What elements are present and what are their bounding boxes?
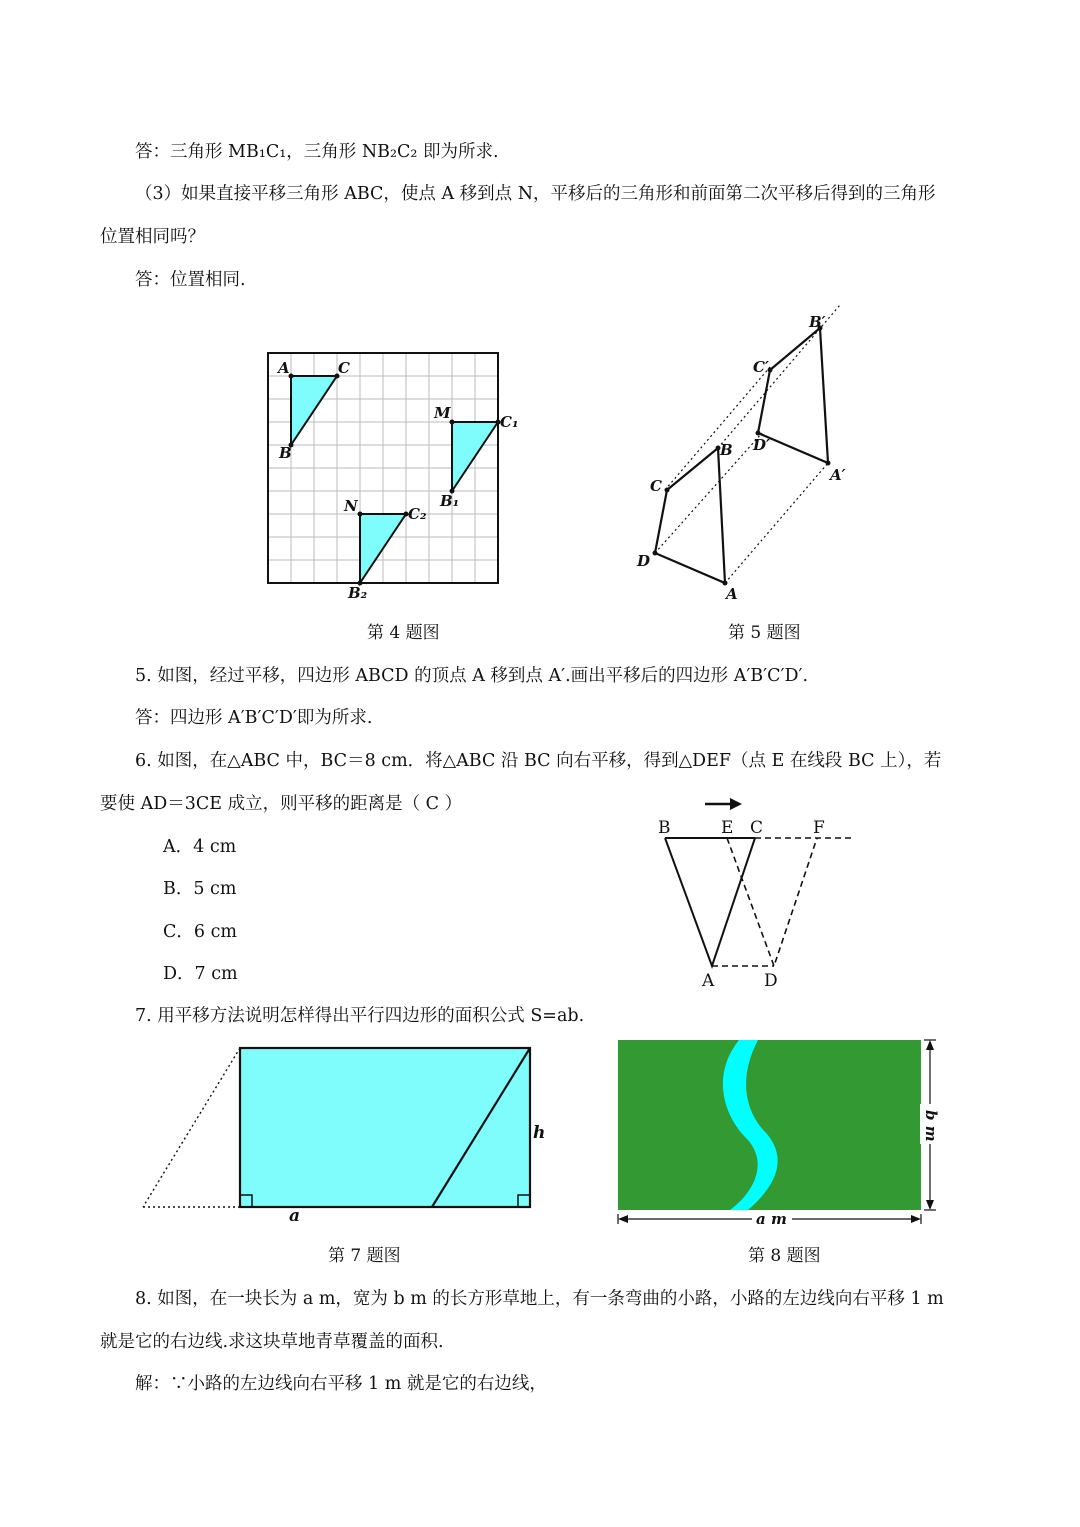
label-a-m: a m	[756, 1210, 787, 1228]
label-a: A	[278, 359, 290, 377]
label-c2: C₂	[408, 505, 427, 523]
question-6-line-1: 6. 如图，在△ABC 中，BC＝8 cm．将△ABC 沿 BC 向右平移，得到△DEF（点 E 在线段 BC 上），若	[135, 751, 942, 771]
caption-figure-7: 第 7 题图	[328, 1246, 401, 1266]
answer-5-line: 答：四边形 A′B′C′D′即为所求.	[135, 708, 373, 728]
question-6-line-2: 要使 AD＝3CE 成立，则平移的距离是（ C ）	[100, 794, 463, 814]
arrow-right-icon	[705, 798, 742, 810]
figure-4-grid-diagram	[250, 340, 520, 610]
label-b: B	[279, 444, 292, 462]
label-b-prime: B′	[809, 313, 826, 331]
solution-8-line: 解：∵小路的左边线向右平移 1 m 就是它的右边线，	[135, 1374, 547, 1394]
translation-guides	[655, 305, 840, 583]
answer-line-triangles: 答：三角形 MB₁C₁，三角形 NB₂C₂ 即为所求.	[135, 142, 499, 162]
label-b2: B₂	[348, 584, 368, 602]
label-d: D	[637, 552, 651, 570]
caption-figure-8: 第 8 题图	[748, 1246, 821, 1266]
option-a: A．4 cm	[163, 837, 237, 857]
label-b: B	[658, 818, 671, 838]
question-7-line: 7. 用平移方法说明怎样得出平行四边形的面积公式 S=ab.	[135, 1006, 585, 1026]
label-c: C	[650, 477, 662, 495]
figure-8-lawn-path	[612, 1034, 947, 1234]
option-d: D．7 cm	[163, 964, 238, 984]
figure-6-triangle-translation	[645, 790, 865, 995]
label-a: a	[289, 1206, 301, 1226]
label-f: F	[813, 818, 825, 838]
label-m: M	[434, 404, 451, 422]
label-h: h	[533, 1123, 546, 1143]
label-b: B	[720, 441, 733, 459]
label-b1: B₁	[440, 492, 460, 510]
figure-7-parallelogram-area	[135, 1040, 545, 1230]
label-a-prime: A′	[830, 466, 846, 484]
option-b: B．5 cm	[163, 879, 237, 899]
label-d-prime: D′	[753, 436, 770, 454]
question-8-line-2: 就是它的右边线.求这块草地青草覆盖的面积.	[100, 1332, 444, 1352]
quadrilateral-abcd	[655, 448, 725, 583]
triangle-def	[727, 838, 817, 966]
label-c: C	[338, 359, 350, 377]
label-n: N	[344, 497, 358, 515]
label-a: A	[702, 971, 715, 991]
triangle-abc	[665, 838, 755, 966]
label-b-m: b m	[922, 1110, 940, 1142]
caption-figure-4: 第 4 题图	[367, 623, 440, 643]
question-5-line: 5. 如图，经过平移，四边形 ABCD 的顶点 A 移到点 A′.画出平移后的四边形 A′B′C′D′.	[135, 666, 809, 686]
question-3-line-1: （3）如果直接平移三角形 ABC，使点 A 移到点 N，平移后的三角形和前面第二次平移后得到的三角形	[135, 184, 936, 204]
label-c: C	[750, 818, 764, 838]
label-c1: C₁	[500, 413, 519, 431]
question-8-line-1: 8. 如图，在一块长为 a m，宽为 b m 的长方形草地上，有一条弯曲的小路，小路的左边线向右平移 1 m	[135, 1289, 944, 1309]
answer-same-position: 答：位置相同.	[135, 270, 246, 290]
caption-figure-5: 第 5 题图	[728, 623, 801, 643]
rectangle-fill	[240, 1048, 530, 1207]
question-3-line-2: 位置相同吗？	[100, 227, 205, 247]
figure-5-quadrilateral-translation	[620, 300, 880, 610]
label-a: A	[726, 585, 738, 603]
label-c-prime: C′	[753, 358, 769, 376]
label-e: E	[721, 818, 734, 838]
label-d: D	[764, 971, 778, 991]
option-c: C．6 cm	[163, 922, 237, 942]
